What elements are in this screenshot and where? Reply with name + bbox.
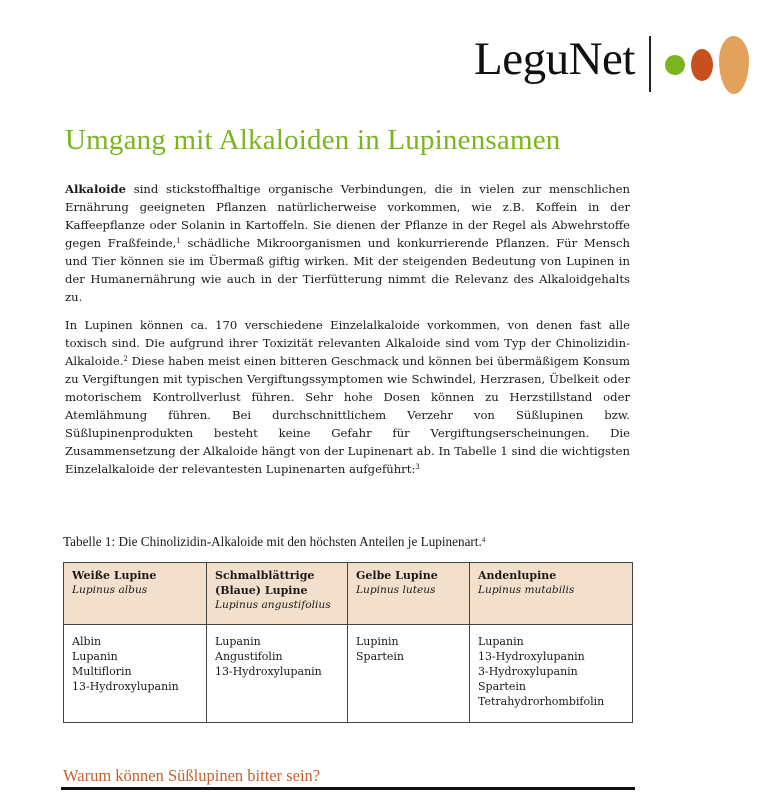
- alkaloid-item: Spartein: [356, 650, 404, 663]
- table-header-row: [64, 563, 633, 625]
- alkaloid-item: Spartein: [478, 680, 526, 693]
- paragraph-alkaloids: [65, 316, 630, 478]
- alkaloid-item: 13-Hydroxylupanin: [72, 680, 179, 693]
- red-dot-icon: [691, 49, 713, 81]
- footnote-ref[interactable]: 4: [481, 536, 486, 544]
- bean-icon: [719, 36, 749, 94]
- paragraph-text: In Lupinen können ca. 170 verschiedene Einzelalkaloide vorkommen, von denen fast alle toxisch sind. Die aufgrund ihrer Toxizität relevanten Alkaloide sind vom Typ der Chinolizidin-Alkaloide.: [65, 318, 630, 368]
- footnote-ref[interactable]: 1: [176, 237, 181, 245]
- logo-divider: [649, 36, 651, 92]
- lupine-latin-name: Lupinus luteus: [356, 584, 436, 596]
- bold-term: Alkaloide: [65, 182, 126, 196]
- legunet-logo: [474, 25, 749, 97]
- alkaloid-item: Lupanin: [478, 635, 524, 648]
- section-heading: Warum können Süßlupinen bitter sein?: [63, 766, 321, 785]
- alkaloid-item: Albin: [72, 635, 102, 648]
- paragraph-text: sind stickstoffhaltige organische Verbindungen, die in vielen zur menschlichen Ernährung geeigneten Pflanzen natürlicherweise vorkommen, wie z.B. Koffein in der Kaffeepflanze oder Solanin in Kartoffeln. Sie dienen der Pflanze in der Regel als Abwehrstoffe gegen Fraßfeinde,: [65, 182, 630, 250]
- lupine-name: Weiße Lupine: [72, 569, 157, 582]
- table-header-cell: [64, 563, 207, 625]
- lupine-name: Gelbe Lupine: [356, 569, 438, 582]
- lupine-latin-name: Lupinus albus: [72, 584, 148, 596]
- caption-text: Tabelle 1: Die Chinolizidin-Alkaloide mit den höchsten Anteilen je Lupinenart.: [63, 534, 482, 549]
- page-title: Umgang mit Alkaloiden in Lupinensamen: [65, 124, 561, 156]
- table-header-cell: [207, 563, 348, 625]
- paragraph-intro: [65, 180, 630, 306]
- table-caption: [63, 534, 485, 550]
- alkaloid-item: Lupanin: [72, 650, 118, 663]
- lupine-name: Andenlupine: [478, 569, 557, 582]
- lupine-latin-name: Lupinus angustifolius: [215, 599, 331, 611]
- lupine-latin-name: Lupinus mutabilis: [478, 584, 575, 596]
- alkaloid-item: Multiflorin: [72, 665, 132, 678]
- alkaloid-item: 13-Hydroxylupanin: [478, 650, 585, 663]
- alkaloid-item: 13-Hydroxylupanin: [215, 665, 322, 678]
- footnote-ref[interactable]: 3: [415, 463, 420, 471]
- alkaloid-table: [63, 562, 633, 723]
- table-cell: [470, 625, 633, 723]
- table-cell: [348, 625, 470, 723]
- logo-mark-icon: [665, 36, 749, 94]
- alkaloid-item: Lupinin: [356, 635, 399, 648]
- table-header-cell: [470, 563, 633, 625]
- table-header-cell: [348, 563, 470, 625]
- footnote-ref[interactable]: 2: [123, 355, 128, 363]
- paragraph-text: Diese haben meist einen bitteren Geschmack und können bei übermäßigem Konsum zu Vergiftungen mit typischen Vergiftungssymptomen wie Schwindel, Herzrasen, Übelkeit oder motorischem Kontrollverlust führen. Sehr hohe Dosen können zu Herzstillstand oder Atemlähmung führen. Bei durchschnittlichem Verzehr von Süßlupinen bzw. Süßlupinenprodukten besteht keine Gefahr für Vergiftungserscheinungen. Die Zusammensetzung der Alkaloide hängt von der Lupinenart ab. In Tabelle 1 sind die wichtigsten Einzelalkaloide der relevantesten Lupinenarten aufgeführt:: [65, 354, 630, 476]
- logo-text: LeguNet: [474, 32, 635, 85]
- alkaloid-item: 3-Hydroxylupanin: [478, 665, 578, 678]
- alkaloid-item: Lupanin: [215, 635, 261, 648]
- table-cell: [207, 625, 348, 723]
- green-dot-icon: [665, 55, 685, 75]
- alkaloid-item: Tetrahydrorhombifolin: [478, 695, 605, 708]
- paragraph-text: schädliche Mikroorganismen und konkurrierende Pflanzen. Für Mensch und Tier können sie im Übermaß giftig wirken. Mit der steigenden Bedeutung von Lupinen in der Humanernährung wie auch in der Tierfütterung nimmt die Relevanz des Alkaloidgehalts zu.: [65, 236, 630, 304]
- lupine-name: Schmalblättrige (Blaue) Lupine: [215, 569, 315, 597]
- table-row: [64, 625, 633, 723]
- alkaloid-item: Angustifolin: [215, 650, 283, 663]
- table-cell: [64, 625, 207, 723]
- section-divider: [61, 787, 635, 790]
